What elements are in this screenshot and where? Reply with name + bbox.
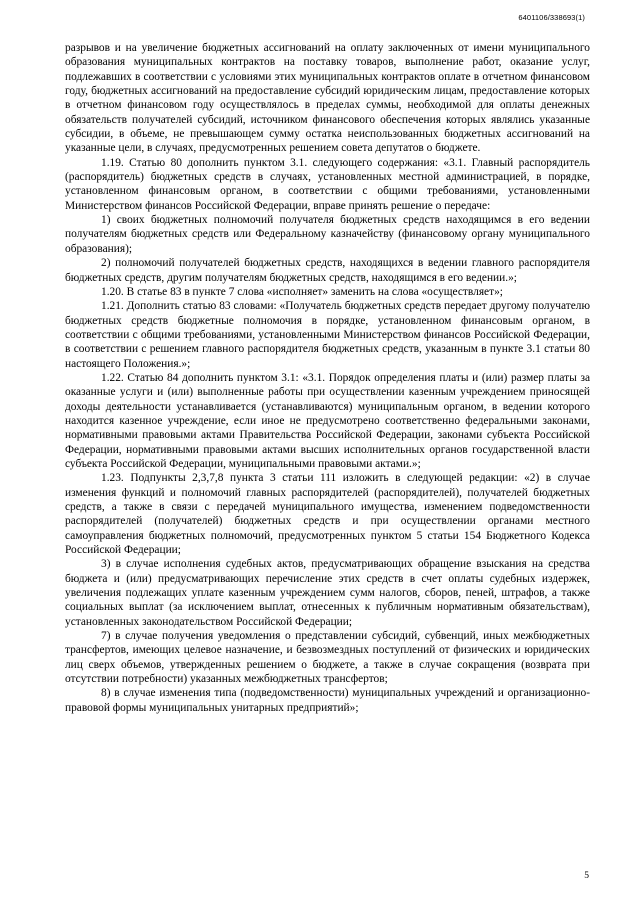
paragraph-1-20: 1.20. В статье 83 в пункте 7 слова «исполняет» заменить на слова «осуществляет»; xyxy=(101,285,503,298)
document-body xyxy=(65,41,590,715)
paragraph-1-19: 1.19. Статью 80 дополнить пунктом 3.1. следующего содержания: «3.1. Главный распорядитель (распорядитель) бюджетных средств в случаях, установленных местной администрацией, в порядке, установленном финансовым органом, в соответствии с общими требованиями, установленными Министерством финансов Российской Федерации, вправе принять решение о передаче: xyxy=(65,156,590,212)
paragraph-1-21: 1.21. Дополнить статью 83 словами: «Получатель бюджетных средств передает другому получателю бюджетных средств бюджетные полномочия в порядке, установленном финансовым органом, в соответствии с общими требованиями, установленными Министерством финансов Российской Федерации, в соответствии с решением главного распорядителя бюджетных средств, указанным в пункте 3.1 статьи 80 настоящего Положения.»; xyxy=(65,300,590,370)
paragraph-1-23: 1.23. Подпункты 2,3,7,8 пункта 3 статьи 111 изложить в следующей редакции: «2) в случае изменения функций и полномочий главных распорядителей (распорядителей), получателей бюджетных средств, а также в связи с передачей муниципального имущества, изменением подведомственности распорядителей (получателей) бюджетных средств и при осуществлении органами местного самоуправления бюджетных полномочий, предусмотренных пунктом 5 статьи 154 Бюджетного Кодекса Российской Федерации; xyxy=(65,472,590,557)
paragraph-1-19-item-2: 2) полномочий получателей бюджетных средств, находящихся в ведении главного распорядителя бюджетных средств, другим получателям бюджетных средств, находящимся в его ведении.»; xyxy=(65,257,590,284)
paragraph-1-23-item-7: 7) в случае получения уведомления о представлении субсидий, субвенций, иных межбюджетных трансфертов, имеющих целевое назначение, и безвозмездных поступлений от физических и юридических лиц сверх объемов, утвержденных решением о бюджете, а также в случае сокращения (возврата при отсутствии потребности) указанных межбюджетных трансфертов; xyxy=(65,630,590,686)
paragraph-1-19-item-1: 1) своих бюджетных полномочий получателя бюджетных средств находящимся в его ведении получателям бюджетных средств или Федеральному казначейству (финансовому органу муниципального образования); xyxy=(65,214,590,255)
paragraph-continuation: разрывов и на увеличение бюджетных ассигнований на оплату заключенных от имени муниципального образования муниципальных контрактов на поставку товаров, выполнение работ, оказание услуг, подлежавших в соответствии с условиями этих муниципальных контрактов оплате в отчетном финансовом году, бюджетных ассигнований на предоставление субсидий юридическим лицам, предоставление которых в отчетном финансовом году осуществлялось в пределах суммы, необходимой для оплаты денежных обязательств получателей субсидий, источником финансового обеспечения которых являлись указанные субсидии, в объеме, не превышающем сумму остатка неиспользованных бюджетных ассигнований на указанные цели, в случаях, предусмотренных решением совета депутатов о бюджете. xyxy=(65,42,590,155)
paragraph-1-23-item-3: 3) в случае исполнения судебных актов, предусматривающих обращение взыскания на средства бюджета и (или) предусматривающих перечисление этих средств в счет оплаты судебных издержек, увеличения подлежащих уплате казенным учреждением сумм налогов, сборов, пеней, штрафов, а также социальных выплат (за исключением выплат, отнесенных к публичным нормативным обязательствам), установленных законодательством Российской Федерации; xyxy=(65,558,590,628)
paragraph-1-22: 1.22. Статью 84 дополнить пунктом 3.1: «3.1. Порядок определения платы и (или) размер платы за оказанные услуги и (или) выполненные работы при осуществлении казенным учреждением приносящей доходы деятельности устанавливается (устанавливаются) муниципальным органом, в ведении которого находится казенное учреждение, если иное не предусмотрено соответственно федеральными законами, нормативными правовыми актами Правительства Российской Федерации, законами субъекта Российской Федерации, нормативными правовыми актами высших исполнительных органов государственной власти субъекта Российской Федерации, муниципальными правовыми актами.»; xyxy=(65,371,590,470)
document-id: 6401106/338693(1) xyxy=(518,13,585,22)
page-number: 5 xyxy=(584,871,589,881)
paragraph-1-23-item-8: 8) в случае изменения типа (подведомственности) муниципальных учреждений и организационно-правовой формы муниципальных унитарных предприятий»; xyxy=(65,687,590,714)
